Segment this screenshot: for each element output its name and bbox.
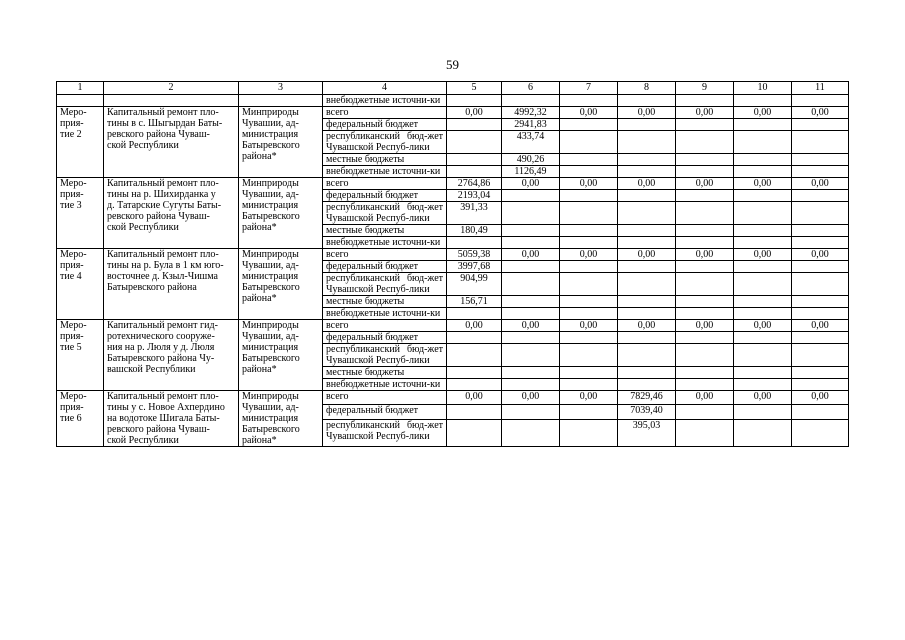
amount-cell: 0,00 [676,320,734,332]
amount-cell [560,405,618,419]
amount-cell [618,119,676,131]
executor: Минприроды Чувашии, ад- министрация Батыревского района* [239,391,323,447]
amount-cell [447,367,502,379]
funding-source: местные бюджеты [323,154,447,166]
amount-cell [676,261,734,273]
amount-cell [792,131,849,154]
measure-title: Капитальный ремонт пло- тины на р. Була в 1 км юго- восточнее д. Кзыл-Чишма Батыревского района [104,249,239,320]
amount-cell [676,296,734,308]
amount-cell [734,131,792,154]
funding-source: всего [323,320,447,332]
empty-cell [676,95,734,107]
amount-cell [560,367,618,379]
amount-cell [734,344,792,367]
amount-cell [676,379,734,391]
amount-cell [560,296,618,308]
amount-cell: 0,00 [560,107,618,119]
amount-cell [447,154,502,166]
funding-source: федеральный бюджет [323,119,447,131]
measure-label: Меро- прия- тие 6 [57,391,104,447]
amount-cell [560,273,618,296]
amount-cell: 0,00 [792,178,849,190]
funding-source: всего [323,107,447,119]
amount-cell [618,131,676,154]
funding-source: внебюджетные источни-ки [323,308,447,320]
table-row [57,391,849,405]
amount-cell: 0,00 [734,107,792,119]
header-row [57,82,849,95]
column-header: 3 [239,82,323,95]
amount-cell [502,344,560,367]
amount-cell: 0,00 [618,320,676,332]
amount-cell [560,261,618,273]
amount-cell [734,261,792,273]
measure-title: Капитальный ремонт пло- тины у с. Новое Ахпердино на водотоке Шигала Баты- ревского района Чуваш- ской Республики [104,391,239,447]
funding-source: внебюджетные источни-ки [323,166,447,178]
amount-cell [502,273,560,296]
amount-cell [502,296,560,308]
funding-source: республиканский бюд-жет Чувашской Респуб-лики [323,131,447,154]
column-header: 6 [502,82,560,95]
amount-cell [792,225,849,237]
amount-cell [618,332,676,344]
measure-label: Меро- прия- тие 4 [57,249,104,320]
amount-cell: 0,00 [618,249,676,261]
amount-cell [560,308,618,320]
measure-label: Меро- прия- тие 5 [57,320,104,391]
amount-cell: 0,00 [560,249,618,261]
funding-source: всего [323,391,447,405]
funding-source: местные бюджеты [323,296,447,308]
amount-cell: 0,00 [502,391,560,405]
funding-source: федеральный бюджет [323,405,447,419]
amount-cell [676,344,734,367]
amount-cell [447,405,502,419]
amount-cell [560,237,618,249]
amount-cell [676,332,734,344]
executor: Минприроды Чувашии, ад- министрация Батыревского района* [239,320,323,391]
amount-cell [676,166,734,178]
column-header: 10 [734,82,792,95]
amount-cell: 0,00 [560,320,618,332]
amount-cell [502,405,560,419]
empty-cell [57,95,104,107]
amount-cell [560,131,618,154]
amount-cell [676,308,734,320]
empty-cell [734,95,792,107]
amount-cell: 0,00 [734,320,792,332]
amount-cell [792,332,849,344]
amount-cell: 391,33 [447,202,502,225]
amount-cell [676,119,734,131]
column-header: 8 [618,82,676,95]
amount-cell [676,405,734,419]
amount-cell: 0,00 [792,107,849,119]
amount-cell: 0,00 [618,178,676,190]
funding-source: всего [323,178,447,190]
measure-title: Капитальный ремонт пло- тины на р. Шихирданка у д. Татарские Сугуты Баты- ревского района Чуваш- ской Республики [104,178,239,249]
amount-cell [618,296,676,308]
amount-cell: 0,00 [502,249,560,261]
amount-cell [560,225,618,237]
amount-cell: 0,00 [792,391,849,405]
amount-cell [676,190,734,202]
amount-cell [792,190,849,202]
amount-cell [447,237,502,249]
amount-cell: 2764,86 [447,178,502,190]
amount-cell [734,237,792,249]
table-row [57,107,849,119]
amount-cell [618,367,676,379]
column-header: 4 [323,82,447,95]
budget-table [56,81,849,447]
amount-cell [792,261,849,273]
funding-source: местные бюджеты [323,225,447,237]
amount-cell: 395,03 [618,419,676,446]
amount-cell: 0,00 [676,249,734,261]
amount-cell [502,419,560,446]
amount-cell: 5059,38 [447,249,502,261]
amount-cell [792,166,849,178]
amount-cell [502,332,560,344]
amount-cell [618,154,676,166]
amount-cell [447,419,502,446]
amount-cell: 0,00 [734,178,792,190]
amount-cell [447,379,502,391]
amount-cell [792,344,849,367]
amount-cell: 2941,83 [502,119,560,131]
amount-cell: 0,00 [734,249,792,261]
amount-cell: 0,00 [560,178,618,190]
amount-cell [792,237,849,249]
amount-cell [618,237,676,249]
amount-cell [560,202,618,225]
amount-cell [618,202,676,225]
amount-cell [792,405,849,419]
amount-cell [560,119,618,131]
funding-source: республиканский бюд-жет Чувашской Респуб-лики [323,419,447,446]
amount-cell: 156,71 [447,296,502,308]
amount-cell [792,379,849,391]
empty-cell [502,95,560,107]
column-header: 9 [676,82,734,95]
amount-cell [502,308,560,320]
amount-cell [560,190,618,202]
page-number: 59 [446,57,459,72]
empty-cell [239,95,323,107]
empty-cell [447,95,502,107]
column-header: 2 [104,82,239,95]
funding-source: федеральный бюджет [323,332,447,344]
amount-cell [560,332,618,344]
amount-cell [560,379,618,391]
amount-cell [676,237,734,249]
amount-cell: 2193,04 [447,190,502,202]
funding-source: внебюджетные источни-ки [323,379,447,391]
amount-cell: 3997,68 [447,261,502,273]
amount-cell [676,154,734,166]
amount-cell [734,379,792,391]
table-row [57,320,849,332]
column-header: 11 [792,82,849,95]
amount-cell [502,379,560,391]
table-row [57,249,849,261]
measure-label: Меро- прия- тие 2 [57,107,104,178]
amount-cell [734,308,792,320]
executor: Минприроды Чувашии, ад- министрация Батыревского района* [239,178,323,249]
amount-cell [447,166,502,178]
amount-cell: 0,00 [676,391,734,405]
amount-cell: 7829,46 [618,391,676,405]
funding-source: внебюджетные источни-ки [323,95,447,107]
table-row [57,178,849,190]
amount-cell [676,273,734,296]
funding-source: республиканский бюд-жет Чувашской Респуб-лики [323,344,447,367]
amount-cell [734,273,792,296]
amount-cell [734,296,792,308]
amount-cell [734,332,792,344]
amount-cell [502,367,560,379]
amount-cell: 0,00 [618,107,676,119]
funding-source: республиканский бюд-жет Чувашской Респуб-лики [323,273,447,296]
amount-cell [792,119,849,131]
empty-cell [104,95,239,107]
amount-cell [734,405,792,419]
amount-cell [734,190,792,202]
amount-cell: 0,00 [502,178,560,190]
amount-cell [676,225,734,237]
amount-cell [676,419,734,446]
amount-cell [734,225,792,237]
amount-cell: 7039,40 [618,405,676,419]
executor: Минприроды Чувашии, ад- министрация Батыревского района* [239,107,323,178]
amount-cell [734,202,792,225]
amount-cell [792,367,849,379]
amount-cell: 0,00 [792,320,849,332]
amount-cell [734,419,792,446]
amount-cell [792,419,849,446]
amount-cell: 180,49 [447,225,502,237]
amount-cell [447,332,502,344]
amount-cell [560,166,618,178]
empty-cell [618,95,676,107]
amount-cell [734,119,792,131]
funding-source: местные бюджеты [323,367,447,379]
amount-cell: 0,00 [792,249,849,261]
amount-cell [734,154,792,166]
amount-cell [560,154,618,166]
amount-cell: 0,00 [502,320,560,332]
amount-cell [447,344,502,367]
funding-source: федеральный бюджет [323,261,447,273]
amount-cell [447,308,502,320]
amount-cell [676,367,734,379]
amount-cell [502,237,560,249]
amount-cell [792,273,849,296]
amount-cell [502,202,560,225]
amount-cell [502,225,560,237]
amount-cell: 490,26 [502,154,560,166]
amount-cell: 0,00 [676,178,734,190]
funding-source: внебюджетные источни-ки [323,237,447,249]
measure-title: Капитальный ремонт гид- ротехнического сооруже- ния на р. Люля у д. Люля Батыревского района Чу- вашской Республики [104,320,239,391]
amount-cell [792,202,849,225]
amount-cell: 0,00 [447,107,502,119]
amount-cell [447,119,502,131]
column-header: 1 [57,82,104,95]
measure-title: Капитальный ремонт пло- тины в с. Шыгырдан Баты- ревского района Чуваш- ской Республики [104,107,239,178]
funding-source: республиканский бюд-жет Чувашской Респуб-лики [323,202,447,225]
empty-cell [560,95,618,107]
amount-cell: 0,00 [734,391,792,405]
amount-cell [502,190,560,202]
amount-cell [618,344,676,367]
amount-cell [618,190,676,202]
amount-cell: 4992,32 [502,107,560,119]
amount-cell [792,296,849,308]
amount-cell [676,131,734,154]
amount-cell [618,225,676,237]
amount-cell: 0,00 [447,391,502,405]
amount-cell: 0,00 [560,391,618,405]
amount-cell [618,379,676,391]
amount-cell [618,308,676,320]
amount-cell [734,367,792,379]
amount-cell [618,166,676,178]
amount-cell: 0,00 [676,107,734,119]
column-header: 7 [560,82,618,95]
executor: Минприроды Чувашии, ад- министрация Батыревского района* [239,249,323,320]
amount-cell [792,154,849,166]
amount-cell: 904,99 [447,273,502,296]
amount-cell [447,131,502,154]
amount-cell [792,308,849,320]
funding-source: федеральный бюджет [323,190,447,202]
amount-cell: 433,74 [502,131,560,154]
amount-cell [618,273,676,296]
amount-cell [502,261,560,273]
measure-label: Меро- прия- тие 3 [57,178,104,249]
amount-cell [560,344,618,367]
empty-cell [792,95,849,107]
amount-cell [734,166,792,178]
amount-cell: 0,00 [447,320,502,332]
amount-cell [560,419,618,446]
amount-cell [676,202,734,225]
amount-cell: 1126,49 [502,166,560,178]
column-header: 5 [447,82,502,95]
funding-source: всего [323,249,447,261]
amount-cell [618,261,676,273]
table-row [57,95,849,107]
